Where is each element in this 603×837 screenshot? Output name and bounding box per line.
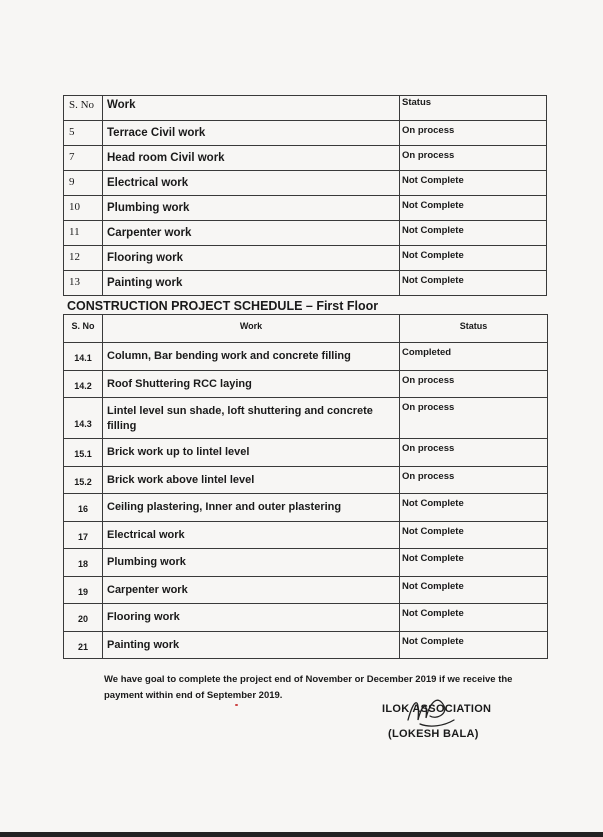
table-row: [64, 146, 547, 171]
cell-status: On process: [400, 439, 548, 467]
cell-status: Not Complete: [400, 171, 547, 196]
completion-note: We have goal to complete the project end of November or December 2019 if we receive the payment within end of September 2019.: [104, 674, 513, 701]
schedule-table-first-floor: [63, 314, 548, 659]
scan-edge: [0, 832, 603, 837]
table-row: [64, 398, 548, 439]
cell-status: On process: [400, 398, 548, 439]
table-header-row: [64, 315, 548, 343]
table-row: [64, 576, 548, 604]
cell-work: Painting work: [103, 631, 400, 659]
cell-work: Ceiling plastering, Inner and outer plastering: [103, 494, 400, 522]
table-row: [64, 494, 548, 522]
cell-sno: 20: [64, 604, 103, 632]
cell-work: Brick work above lintel level: [103, 466, 400, 494]
cell-status: Not Complete: [400, 271, 547, 296]
cell-sno: 12: [64, 246, 103, 271]
cell-status: On process: [400, 370, 548, 398]
section-heading: CONSTRUCTION PROJECT SCHEDULE – First Floor: [67, 299, 379, 313]
cell-work: Lintel level sun shade, loft shuttering and concrete filling: [103, 398, 400, 439]
cell-work: Terrace Civil work: [103, 121, 400, 146]
cell-sno: 17: [64, 521, 103, 549]
cell-work: Roof Shuttering RCC laying: [103, 370, 400, 398]
table-row: [64, 271, 547, 296]
cell-status: Not Complete: [400, 576, 548, 604]
schedule-table-ground: [63, 95, 547, 296]
header-sno: S. No: [64, 315, 103, 343]
cell-work: Head room Civil work: [103, 146, 400, 171]
cell-sno: 21: [64, 631, 103, 659]
signature-organization: ILOK ASSOCIATION: [382, 703, 492, 715]
table-row: [64, 466, 548, 494]
cell-sno: 15.1: [64, 439, 103, 467]
table-row: [64, 604, 548, 632]
cell-sno: 18: [64, 549, 103, 577]
cell-sno: 15.2: [64, 466, 103, 494]
cell-status: Not Complete: [400, 631, 548, 659]
cell-work: Flooring work: [103, 604, 400, 632]
table-row: [64, 439, 548, 467]
cell-work: Plumbing work: [103, 196, 400, 221]
cell-sno: 19: [64, 576, 103, 604]
header-work: Work: [103, 315, 400, 343]
cell-sno: 5: [64, 121, 103, 146]
ink-speck: [235, 704, 238, 706]
cell-status: On process: [400, 466, 548, 494]
cell-work: Plumbing work: [103, 549, 400, 577]
cell-work: Brick work up to lintel level: [103, 439, 400, 467]
cell-work: Electrical work: [103, 171, 400, 196]
cell-sno: 11: [64, 221, 103, 246]
table-header-row: [64, 96, 547, 121]
cell-sno: 14.2: [64, 370, 103, 398]
cell-status: On process: [400, 146, 547, 171]
table-row: [64, 370, 548, 398]
table-row: [64, 196, 547, 221]
cell-sno: 10: [64, 196, 103, 221]
cell-status: On process: [400, 121, 547, 146]
cell-status: Not Complete: [400, 604, 548, 632]
cell-sno: 9: [64, 171, 103, 196]
table-row: [64, 631, 548, 659]
cell-status: Not Complete: [400, 221, 547, 246]
cell-status: Not Complete: [400, 549, 548, 577]
cell-sno: 14.1: [64, 343, 103, 371]
cell-status: Not Complete: [400, 196, 547, 221]
header-status: Status: [400, 315, 548, 343]
table-row: [64, 549, 548, 577]
cell-status: Not Complete: [400, 494, 548, 522]
cell-work: Column, Bar bending work and concrete filling: [103, 343, 400, 371]
cell-status: Not Complete: [400, 521, 548, 549]
table-row: [64, 343, 548, 371]
table-row: [64, 521, 548, 549]
table-row: [64, 171, 547, 196]
cell-work: Flooring work: [103, 246, 400, 271]
cell-status: Completed: [400, 343, 548, 371]
cell-sno: 14.3: [64, 398, 103, 439]
cell-sno: 16: [64, 494, 103, 522]
cell-sno: 13: [64, 271, 103, 296]
header-status: Status: [400, 96, 547, 121]
header-sno: S. No: [64, 96, 103, 121]
cell-status: Not Complete: [400, 246, 547, 271]
header-work: Work: [103, 96, 400, 121]
cell-work: Carpenter work: [103, 221, 400, 246]
cell-work: Electrical work: [103, 521, 400, 549]
cell-work: Carpenter work: [103, 576, 400, 604]
cell-work: Painting work: [103, 271, 400, 296]
table-row: [64, 246, 547, 271]
table-row: [64, 221, 547, 246]
signature-name: (LOKESH BALA): [388, 728, 479, 740]
table-row: [64, 121, 547, 146]
cell-sno: 7: [64, 146, 103, 171]
